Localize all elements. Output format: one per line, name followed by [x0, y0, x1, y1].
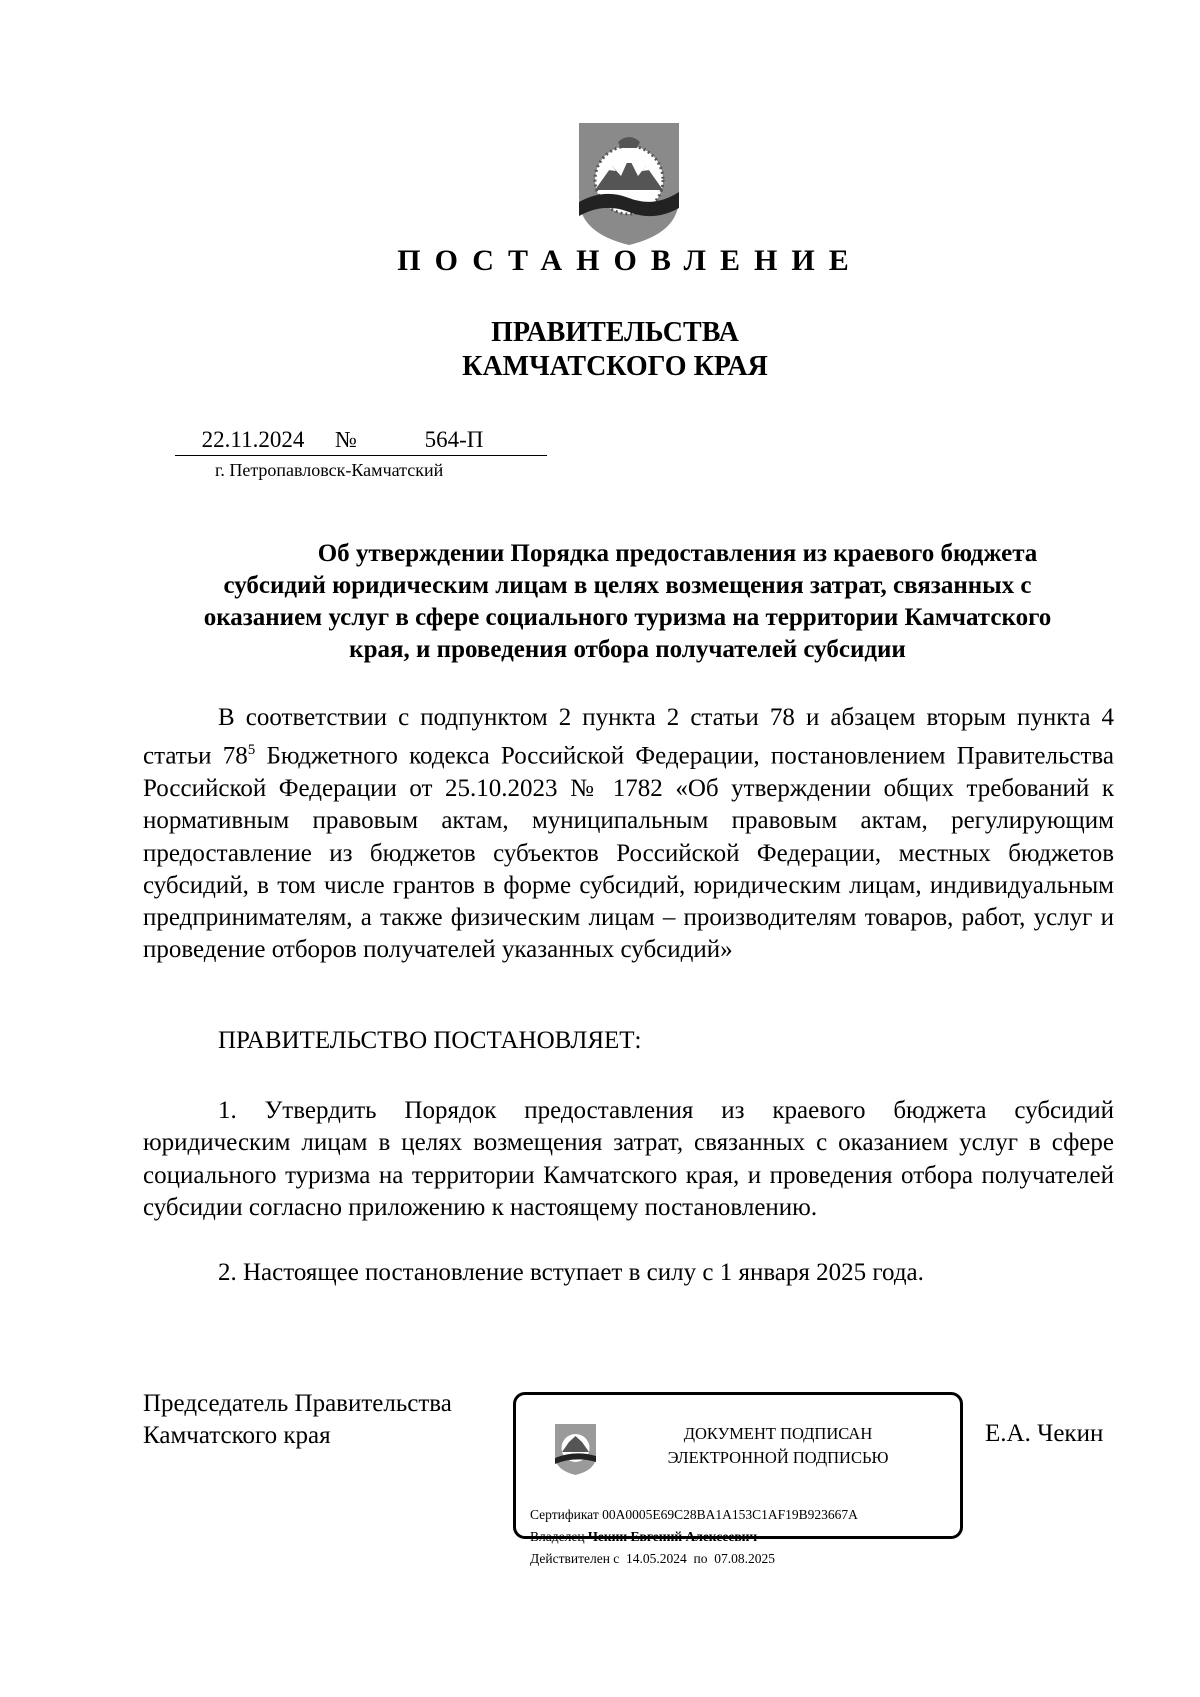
coat-of-arms-icon [574, 118, 684, 248]
owner-value: Чекин Евгений Алексеевич [587, 1529, 758, 1544]
valid-from: 14.05.2024 [626, 1551, 687, 1566]
preamble-paragraph [143, 702, 1114, 967]
signer-name: Е.А. Чекин [985, 1420, 1104, 1447]
stamp-validity [530, 1551, 775, 1567]
signer-position-line-2: Камчатского края [143, 1422, 331, 1449]
document-type-heading: ПОСТАНОВЛЕНИЕ [397, 244, 863, 277]
preamble-text-b: Бюджетного кодекса Российской Федерации, постановлением Правительства Российской Федерации от 25.10.2023 № 1782 «Об утверждении общих требований к нормативным правовым актам, муниципальным правовым актам, регулирующим предоставление из бюджетов субъектов Российской Федерации, местных бюджетов субсидий, в том числе грантов в форме субсидий, юридическим лицам, индивидуальным предпринимателям, а также физическим лицам – производителям товаров, работ, услуг и проведение отборов получателей указанных субсидий» [143, 742, 1115, 964]
certificate-label: Сертификат [530, 1507, 599, 1522]
owner-label: Владелец [530, 1529, 585, 1544]
authority-line-1: ПРАВИТЕЛЬСТВА [491, 317, 739, 348]
stamp-certificate [530, 1507, 858, 1523]
valid-to: 07.08.2025 [714, 1551, 776, 1566]
date-field: 22.11.2024 [175, 427, 331, 456]
place-of-issue: г. Петропавловск-Камчатский [215, 460, 444, 480]
decree-statement: ПРАВИТЕЛЬСТВО ПОСТАНОВЛЯЕТ: [218, 1027, 642, 1054]
stamp-owner [530, 1529, 757, 1545]
stamp-heading [628, 1422, 928, 1470]
electronic-signature-stamp [513, 1392, 963, 1566]
document-title [140, 538, 1115, 666]
certificate-value: 00A0005E69C28BA1A153C1AF19B923667A [602, 1507, 858, 1522]
title-line-1: Об утверждении Порядка предоставления из краевого бюджета [317, 540, 1038, 567]
signer-position-line-1: Председатель Правительства [143, 1390, 452, 1417]
title-line-3: оказанием услуг в сфере социального туризма на территории Камчатского [203, 604, 1052, 631]
stamp-heading-line-1: ДОКУМЕНТ ПОДПИСАН [683, 1424, 873, 1443]
signer-position [143, 1388, 452, 1452]
validity-label: Действителен с [530, 1551, 620, 1566]
item-1: 1. Утвердить Порядок предоставления из краевого бюджета субсидий юридическим лицам в целях возмещения затрат, связанных с оказанием услуг в сфере социального туризма на территории Камчатского края, и проведения отбора получателей субсидии согласно приложению к настоящему постановлению. [143, 1097, 1114, 1221]
title-line-2: субсидий юридическим лицам в целях возмещения затрат, связанных с [223, 572, 1032, 599]
article-superscript: 5 [247, 742, 256, 759]
item-2: 2. Настоящее постановление вступает в силу с 1 января 2025 года. [218, 1259, 924, 1286]
valid-to-label: по [693, 1551, 708, 1566]
stamp-heading-line-2: ЭЛЕКТРОННОЙ ПОДПИСЬЮ [667, 1448, 889, 1467]
title-line-4: края, и проведения отбора получателей субсидии [349, 636, 906, 663]
authority-line-2: КАМЧАТСКОГО КРАЯ [462, 351, 768, 382]
stamp-emblem-icon [553, 1422, 598, 1477]
preamble-text-a: В соответствии с подпунктом 2 пункта 2 статьи 78 и абзацем вторым пункта 4 статьи 78 [143, 704, 1114, 770]
document-number: 564-П [361, 427, 547, 456]
issuing-authority [0, 316, 1200, 384]
number-sign: № [331, 427, 361, 456]
